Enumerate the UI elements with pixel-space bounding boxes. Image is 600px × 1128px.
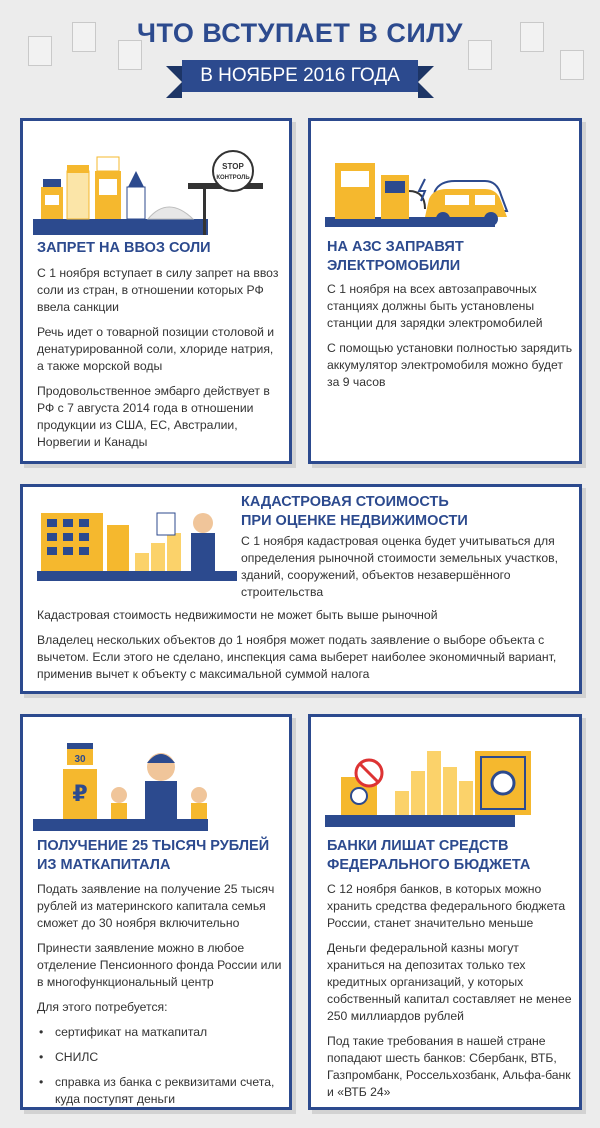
card-title-line: НА АЗС ЗАПРАВЯТ <box>327 239 464 255</box>
paragraph: Под такие требования в нашей стране попадают шесть банков: Сбербанк, ВТБ, Газпромбанк, Россельхозбанк, Альфа-банк и «ВТБ 24» <box>327 1034 571 1099</box>
card-title-line: ИЗ МАТКАПИТАЛА <box>37 857 171 873</box>
family-illustration <box>33 733 283 833</box>
coins-icon <box>395 791 409 815</box>
ribbon-tail-left <box>166 66 182 98</box>
paragraph: Владелец нескольких объектов до 1 ноября может подать заявление о выборе объекта с вычетом. Если этого не сделано, инспекция сама выберет наиболее экономичный вариант, применив вычет к объекту с максимальной суммой налога <box>37 633 557 681</box>
calculator-icon <box>157 513 175 535</box>
card-title-line: ЗАПРЕТ НА ВВОЗ СОЛИ <box>37 240 211 256</box>
card-cadastral-value <box>20 484 582 694</box>
card-title-line: ФЕДЕРАЛЬНОГО БЮДЖЕТА <box>327 857 531 873</box>
card-title <box>37 239 281 258</box>
floor-base <box>33 819 208 831</box>
stop-sign-bottom: КОНТРОЛЬ <box>216 175 250 181</box>
stop-sign-icon <box>213 151 253 191</box>
building-small-icon <box>107 525 129 571</box>
coins-icon <box>135 553 149 571</box>
paragraph: С помощью установки полностью зарядить аккумулятор электромобиля можно будет за 9 часов <box>327 341 573 389</box>
card-maternity-capital <box>20 714 292 1110</box>
person-icon <box>193 513 213 533</box>
card-salt-ban <box>20 118 292 464</box>
stop-sign-top: STOP <box>222 162 244 171</box>
card-title <box>327 837 577 875</box>
paragraph: Подать заявление на получение 25 тысяч рублей из материнского капитала семья сможет до 30 ноября включительно <box>37 882 275 930</box>
calendar-day: 30 <box>74 754 86 765</box>
paragraph: Кадастровая стоимость недвижимости не может быть выше рыночной <box>37 608 438 622</box>
salt-pile-icon <box>148 207 193 219</box>
paragraph: Продовольственное эмбарго действует в РФ с 7 августа 2014 года в отношении продукции из США, ЕС, Австралии, Норвегии и Канады <box>37 384 270 449</box>
card-body <box>37 607 573 691</box>
ground-base <box>37 571 237 581</box>
card-body-top <box>241 533 573 609</box>
card-title-line: БАНКИ ЛИШАТ СРЕДСТВ <box>327 838 509 854</box>
card-body <box>37 265 281 459</box>
card-ev-charging <box>308 118 582 464</box>
salt-products-illustration <box>33 149 283 239</box>
card-body <box>327 881 573 1109</box>
paragraph: Речь идет о товарной позиции столовой и денатурированной соли, хлориде натрия, а также морской воды <box>37 325 275 373</box>
lightning-icon <box>419 179 425 201</box>
shelf-base <box>33 219 208 235</box>
list-item: • СНИЛС <box>37 1049 283 1066</box>
building-coins-illustration <box>37 503 237 583</box>
child-icon <box>191 787 207 803</box>
card-title-line: ПОЛУЧЕНИЕ 25 ТЫСЯЧ РУБЛЕЙ <box>37 838 270 854</box>
card-title <box>327 238 571 276</box>
salt-bag-icon <box>67 171 89 219</box>
card-banks-budget <box>308 714 582 1110</box>
child-icon <box>111 787 127 803</box>
card-title-line: ЭЛЕКТРОМОБИЛИ <box>327 258 461 274</box>
charging-station-illustration <box>325 151 575 231</box>
paragraph: Для этого потребуется: <box>37 1000 168 1014</box>
ruble-sign: ₽ <box>72 782 88 807</box>
paragraph: Деньги федеральной казны могут храниться на депозитах только тех кредитных организаций, у которых собственный капитал составляет не менее 250 миллиардов рублей <box>327 941 572 1023</box>
paragraph: С 1 ноября кадастровая оценка будет учитываться для определения рыночной стоимости земельных участков, зданий, сооружений, объектов незавершённого строительства <box>241 534 558 599</box>
list-item: • справка из банка с реквизитами счета, куда поступят деньги <box>37 1074 283 1108</box>
card-title-line: КАДАСТРОВАЯ СТОИМОСТЬ <box>241 494 449 510</box>
card-body <box>37 881 283 1116</box>
page-title: ЧТО ВСТУПАЕТ В СИЛУ <box>137 18 463 48</box>
bank-safe-illustration <box>325 741 575 831</box>
requirements-list <box>37 1024 283 1108</box>
paragraph: Принести заявление можно в любое отделение Пенсионного фонда России или в многофункциональный центр <box>37 941 282 989</box>
salt-shaker-icon <box>127 187 145 219</box>
paragraph: С 1 ноября вступает в силу запрет на ввоз соли из стран, в отношении которых РФ ввела санкции <box>37 266 279 314</box>
document-decoration <box>560 50 584 80</box>
card-body <box>327 281 573 399</box>
card-title <box>37 837 287 875</box>
floor-base <box>325 815 515 827</box>
paragraph: С 1 ноября на всех автозаправочных станциях должны быть установлены станции для зарядки электромобилей <box>327 282 543 330</box>
paragraph: С 12 ноября банков, в которых можно хранить средства федерального бюджета России, станет значительно меньше <box>327 882 566 930</box>
page-subtitle: В НОЯБРЕ 2016 ГОДА <box>182 60 418 92</box>
card-title-line: ПРИ ОЦЕНКЕ НЕДВИЖИМОСТИ <box>241 513 468 529</box>
card-title <box>241 493 561 531</box>
list-item: • сертификат на маткапитал <box>37 1024 283 1041</box>
ribbon-tail-right <box>418 66 434 98</box>
